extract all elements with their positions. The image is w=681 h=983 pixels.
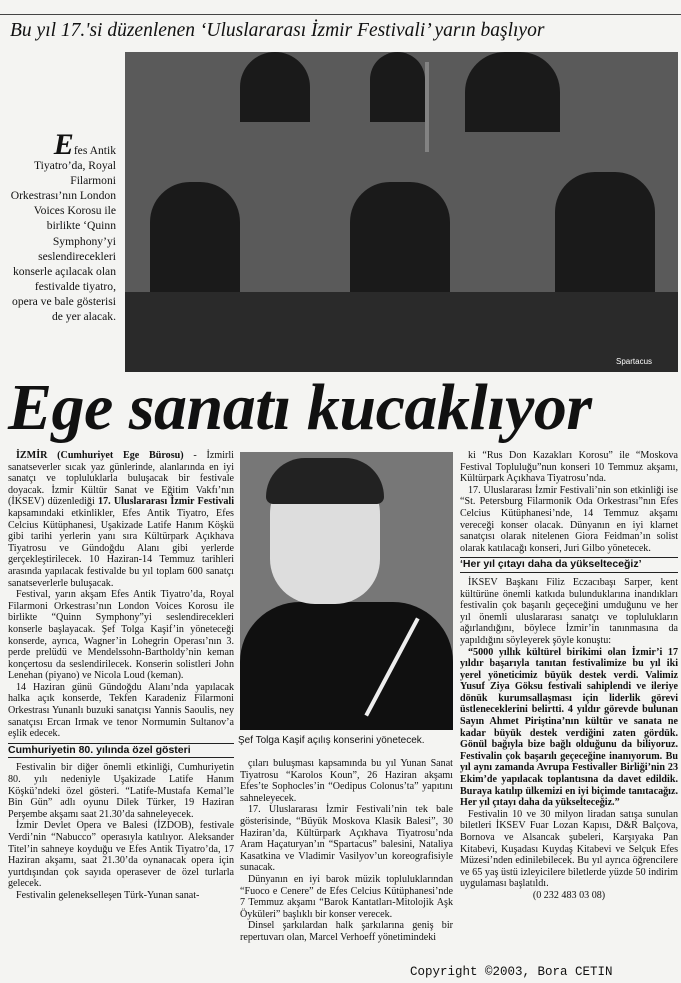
section-heading: ‘Her yıl çıtayı daha da yükselteceğiz’ (460, 557, 678, 573)
col1-text: - İzmirli sanatseverler sıcak yaz günlerinde, alanlarında en iyi sanatçı ve topluluklarla buluşacak bir festivale doyacak. İzmir Kültür Sanat ve Eğitim Vakfı’nın (İKSEV) düzenlediği (8, 450, 234, 508)
article-column-1 (8, 450, 234, 902)
col2-paragraph: Dinsel şarkılardan halk şarkılarına geniş bir repertuvarı olan, Marcel Verhoeff yönetimindeki (240, 920, 453, 943)
lead-text: fes Antik Tiyatro’da, Royal Filarmoni Orkestrası’nın London Voices Korosu ile birlikte ‘Quinn Symphony’yi seslendirecekleri konserle açılacak olan festivalde tiyatro, opera ve bale gösterisi de yer alacak. (10, 144, 116, 324)
col3-paragraph: 17. Uluslararası İzmir Festivali’nin son etkinliği ise “St. Petersburg Filarmonik Oda Orkestrası”nın Efes Celcius Kütüphanesi’nde, 14 Temmuz akşamı vereceği konser olacak. Dünyanın en iyi klarnet sanatçısı olarak nitelenen Giora Feidman’ın solist olarak katılacağı konseri, Juri Gilbo yönetecek. (460, 484, 678, 554)
festival-name: 17. Uluslararası İzmir Festivali (98, 496, 234, 508)
photo-caption-spartacus: Spartacus (616, 357, 653, 366)
col2-paragraph: Dünyanın en iyi barok müzik topluluklarından “Fuoco e Cenere” de Efes Celcius Kütüphanesi’nde 7 Temmuz akşamı “Barok Kantatları-Mitolojik Aşk Öyküleri” başlıklı bir konser verecek. (240, 873, 453, 920)
spartacus-photo (125, 52, 678, 372)
col1-paragraph: Festival, yarın akşam Efes Antik Tiyatro’da, Royal Filarmoni Orkestrası’nın London Voices Korosu ile birlikte “Quinn Symphony”yi seslendirecekleri konserle başlayacak. Şef Tolga Kaşif’in yöneteceği konserde, ayrıca, Wagner’in Lohegrin Operası’nın 3. perde prelüdü ve Mendelssohn-Bartholdy’nin keman konçertosu da seslendirilecek. Konserin solistleri John Lenehan (piyano) ve Nicola Loud (keman). (8, 589, 234, 682)
photo-caption-conductor: Şef Tolga Kaşif açılış konserini yönetecek. (238, 735, 425, 746)
article-column-2 (240, 758, 453, 944)
article-column-3 (460, 450, 678, 902)
col1-paragraph: Festivalin gelenekselleşen Türk-Yunan sanat- (16, 889, 200, 901)
top-rule (0, 14, 681, 15)
section-heading: Cumhuriyetin 80. yılında özel gösteri (8, 743, 234, 759)
phone-number: (0 232 483 03 08) (532, 889, 606, 901)
quote-paragraph: “5000 yıllık kültürel birikimi olan İzmir’i 17 yıldır başarıyla tanıtan festivalimize bu yıl iki yerel yöneticimiz büyük destek verdi. Valimiz Yusuf Ziya Göksu festivali sahiplendi ve ileriye dönük kurumsallaşması için liderlik görevi üstleneceklerini belirtti. 4 yıldır görevde bulunan Sayın Ahmet Piriştina’nın kültür ve sanata ne kadar büyük destek verdiğini zaten gördük. Gönül bağıyla bize bağlı olduğunu da biliyoruz. Festivalin çok başarılı geçeceğine inanıyorum. Bu yıl aynı zamanda Avrupa Festivaller Birliği’nin 23 Ekim’de yapılacak toplantısına da davet edildik. Buraya katılıp ülkemizi en iyi biçimde tanıtacağız. Her yıl çıtayı daha da yükselteceğiz.” (460, 646, 678, 809)
col1-paragraph: 14 Haziran günü Gündoğdu Alanı’nda yapılacak halka açık konserde, Tekfen Karadeniz Filarmoni Orkestrası Yunanlı buzuki sanatçısı Yannis Saoulis, ney sanatçısı Ercan Irmak ve tenor Normumin Sultanov’a eşlik edecek. (8, 681, 234, 740)
lead-paragraph (8, 128, 116, 324)
col1-paragraph: Festivalin bir diğer önemli etkinliği, Cumhuriyetin 80. yılı nedeniyle Uşakizade Latife Hanım Köşkü’ndeki özel gösteri. “Latife-Mustafa Kemal’le Bin Gün” adlı oyunu Dilek Türker, 19 Haziran Perşembe akşamı saat 21.30’da sahneleyecek. (8, 762, 234, 820)
col2-paragraph: çıları buluşması kapsamında bu yıl Yunan Sanat Tiyatrosu “Karolos Koun”, 26 Haziran akşamı Efes’te Sophocles’in “Oedipus Colonus’ta” yapıtını sahneleyecek. (240, 758, 453, 804)
subheadline: Bu yıl 17.'si düzenlenen ‘Uluslararası İzmir Festivali’ yarın başlıyor (10, 20, 545, 41)
col2-paragraph: 17. Uluslararası İzmir Festivali’nin tek bale gösterisinde, “Büyük Moskova Klasik Balesi”, 30 Haziran’da, Kültürpark Açıkhava Tiyatrosu’nda Aram Haçaturyan’ın “Spartacus” balesini, Nataliya Kasatkina ve Vladimir Vasilyov’un koreografisiyle sunacak. (240, 804, 453, 874)
col3-paragraph: İKSEV Başkanı Filiz Eczacıbaşı Sarper, kent kültürüne önemli katkıda bulunduklarına inandıkları festivalin çok başarılı geçeceğini umduğunu ve her yıl önemli uluslararası sanatçı ve toplulukların ağırlandığını, böylece İzmir’in tanınmasına da yapıldığını söyleyerek şöyle konuştu: (460, 576, 678, 646)
copyright-notice: Copyright ©2003, Bora CETIN (410, 965, 613, 979)
col3-paragraph: Festivalin 10 ve 30 milyon liradan satışa sunulan biletleri İKSEV Fuar Lozan Kapısı, D&R Balçova, Bornova ve Alsancak şubeleri, Karşıyaka Pan Kitabevi, Kuşadası Kuydaş Kitabevi ve Selçuk Efes Müzesi’nden edinilebilecek. Bu yıl ayrıca öğrencilere ve 65 yaş üstü izleyicilere biletlerde yüzde 50 indirim uygulaması başlatıldı. (460, 808, 678, 890)
dropcap: E (53, 128, 74, 161)
col3-paragraph: ki “Rus Don Kazakları Korosu” ile “Moskova Festival Topluluğu”nun konseri 10 Temmuz akşamı, Kültürpark Açıkhava Tiyatrosu’nda. (460, 450, 678, 485)
col1-text: kapsamındaki etkinlikler, Efes Antik Tiyatro, Efes Celcius Kütüphanesi, Uşakizade Latife Hanım Köşkü gibi tarihi yerlerin yanı sıra Kültürpark Açıkhava Tiyatrosu ve Gündoğdu Alanı gibi yerlerde gerçekleştirilecek. 10 Haziran-14 Temmuz tarihleri arasında yapılacak festivalde bu yıl toplam 600 sanatçı sanatseverlerle buluşacak. (8, 507, 234, 589)
col1-paragraph: İzmir Devlet Opera ve Balesi (İZDOB), festivale Verdi’nin “Nabucco” operasıyla katılıyor. Aleksander Titel’in sahneye koyduğu ve Efes Antik Tiyatro’da, 17 Haziran akşamı, saat 21.30’da oynanacak opera için yurtdışından çok sayıda operasever de özel turlarla gelecek. (8, 820, 234, 890)
headline: Ege sanatı kucaklıyor (8, 371, 592, 444)
conductor-photo (240, 452, 453, 730)
dateline: İZMİR (Cumhuriyet Ege Bürosu) (16, 450, 184, 461)
